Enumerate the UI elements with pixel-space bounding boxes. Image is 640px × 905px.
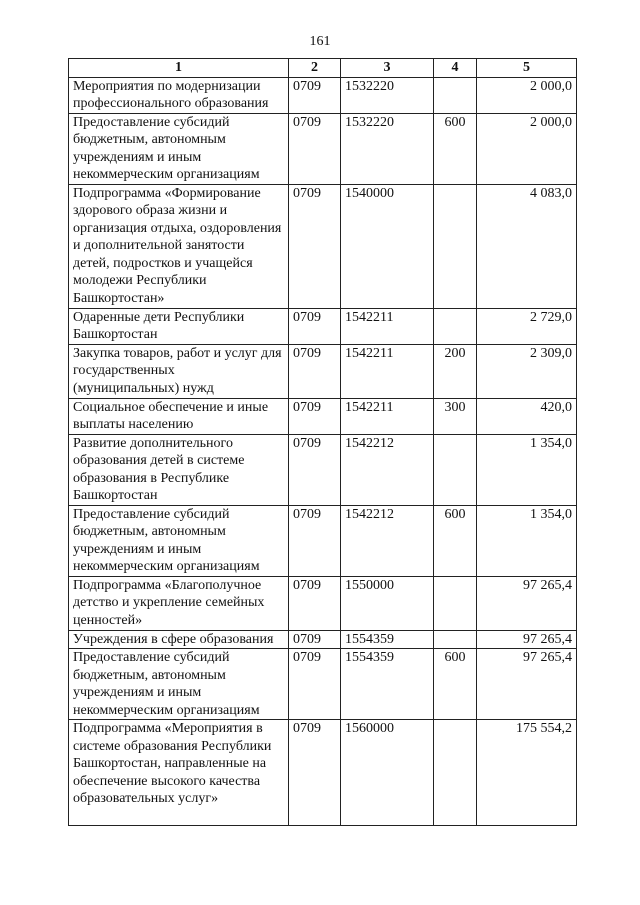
row-amount-cell: 2 729,0: [477, 308, 577, 344]
row-section-cell: 0709: [289, 308, 341, 344]
row-amount-cell: 420,0: [477, 398, 577, 434]
row-amount-cell: 97 265,4: [477, 649, 577, 720]
row-type-cell: [434, 576, 477, 630]
row-amount-cell: 2 000,0: [477, 113, 577, 184]
row-section-cell: 0709: [289, 184, 341, 308]
row-type-cell: [434, 184, 477, 308]
table-row: [69, 630, 577, 649]
table-row: [69, 649, 577, 720]
row-name-cell: Одаренные дети Республики Башкортостан: [69, 308, 289, 344]
row-name-cell: Подпрограмма «Формирование здорового образа жизни и организация отдыха, оздоровления и дополнительной занятости детей, подростков и учащейся молодежи Республики Башкортостан»: [69, 184, 289, 308]
header-row: [69, 59, 577, 78]
row-code-cell: 1542211: [341, 344, 434, 398]
row-section-cell: 0709: [289, 113, 341, 184]
row-code-cell: 1554359: [341, 630, 434, 649]
row-section-cell: 0709: [289, 344, 341, 398]
row-name-cell: Социальное обеспечение и иные выплаты населению: [69, 398, 289, 434]
row-amount-cell: 4 083,0: [477, 184, 577, 308]
row-code-cell: 1560000: [341, 720, 434, 826]
table-row: [69, 720, 577, 826]
row-type-cell: 300: [434, 398, 477, 434]
row-name-cell: Предоставление субсидий бюджетным, автономным учреждениям и иным некоммерческим организациям: [69, 113, 289, 184]
row-name-cell: Закупка товаров, работ и услуг для государственных (муниципальных) нужд: [69, 344, 289, 398]
row-section-cell: 0709: [289, 649, 341, 720]
column-header-3: 3: [341, 59, 434, 78]
row-code-cell: 1532220: [341, 77, 434, 113]
table-row: [69, 113, 577, 184]
row-amount-cell: 1 354,0: [477, 505, 577, 576]
row-type-cell: [434, 720, 477, 826]
row-name-cell: Предоставление субсидий бюджетным, автономным учреждениям и иным некоммерческим организациям: [69, 505, 289, 576]
row-type-cell: [434, 77, 477, 113]
row-section-cell: 0709: [289, 398, 341, 434]
row-amount-cell: 97 265,4: [477, 630, 577, 649]
row-code-cell: 1542212: [341, 505, 434, 576]
row-code-cell: 1542211: [341, 398, 434, 434]
row-section-cell: 0709: [289, 720, 341, 826]
row-code-cell: 1540000: [341, 184, 434, 308]
row-type-cell: 200: [434, 344, 477, 398]
column-header-4: 4: [434, 59, 477, 78]
table-row: [69, 308, 577, 344]
row-type-cell: [434, 308, 477, 344]
row-name-cell: Мероприятия по модернизации профессионального образования: [69, 77, 289, 113]
page-number: 161: [309, 34, 331, 49]
row-type-cell: 600: [434, 505, 477, 576]
row-section-cell: 0709: [289, 77, 341, 113]
column-header-5: 5: [477, 59, 577, 78]
budget-table: [68, 58, 577, 826]
table-row: [69, 576, 577, 630]
column-header-1: 1: [69, 59, 289, 78]
row-amount-cell: 2 000,0: [477, 77, 577, 113]
row-name-cell: Подпрограмма «Мероприятия в системе образования Республики Башкортостан, направленные на обеспечение высокого качества образовательных услуг»: [69, 720, 289, 826]
row-amount-cell: 1 354,0: [477, 434, 577, 505]
row-name-cell: Подпрограмма «Благополучное детство и укрепление семейных ценностей»: [69, 576, 289, 630]
table-row: [69, 398, 577, 434]
row-code-cell: 1542212: [341, 434, 434, 505]
row-code-cell: 1550000: [341, 576, 434, 630]
row-code-cell: 1532220: [341, 113, 434, 184]
row-amount-cell: 175 554,2: [477, 720, 577, 826]
row-section-cell: 0709: [289, 434, 341, 505]
row-section-cell: 0709: [289, 630, 341, 649]
row-type-cell: 600: [434, 649, 477, 720]
column-header-2: 2: [289, 59, 341, 78]
row-section-cell: 0709: [289, 505, 341, 576]
row-name-cell: Учреждения в сфере образования: [69, 630, 289, 649]
table-body: [69, 77, 577, 826]
table-row: [69, 344, 577, 398]
row-code-cell: 1554359: [341, 649, 434, 720]
row-name-cell: Развитие дополнительного образования детей в системе образования в Республике Башкортостан: [69, 434, 289, 505]
table-row: [69, 505, 577, 576]
row-amount-cell: 97 265,4: [477, 576, 577, 630]
row-code-cell: 1542211: [341, 308, 434, 344]
row-section-cell: 0709: [289, 576, 341, 630]
row-name-cell: Предоставление субсидий бюджетным, автономным учреждениям и иным некоммерческим организациям: [69, 649, 289, 720]
table-row: [69, 184, 577, 308]
row-amount-cell: 2 309,0: [477, 344, 577, 398]
table-row: [69, 434, 577, 505]
row-type-cell: [434, 630, 477, 649]
row-type-cell: [434, 434, 477, 505]
row-type-cell: 600: [434, 113, 477, 184]
table-row: [69, 77, 577, 113]
table-header: [69, 59, 577, 78]
